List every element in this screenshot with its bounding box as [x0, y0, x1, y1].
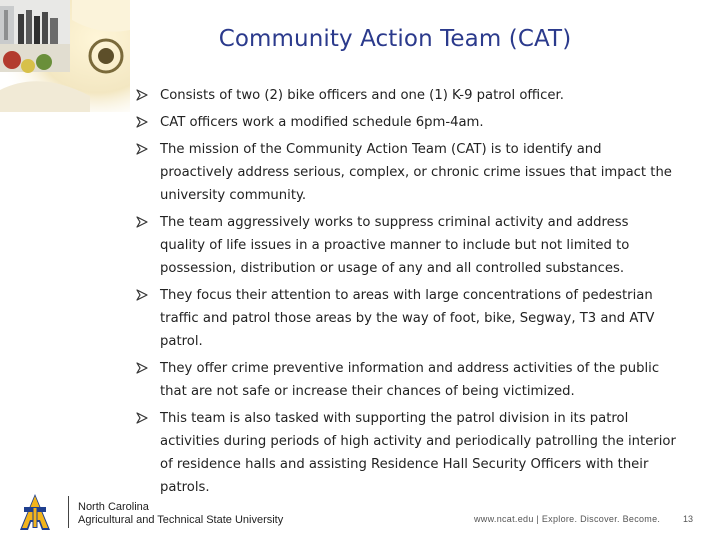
arrowhead-bullet-icon — [136, 412, 148, 424]
slide-title: Community Action Team (CAT) — [218, 26, 572, 52]
bullet-text: The team aggressively works to suppress criminal activity and address quality of life issues in a proactive manner to include but not limited to possession, distribution or usage of any and all controlled substances. — [160, 215, 630, 276]
university-name — [78, 501, 283, 527]
bullet-item — [136, 211, 676, 280]
arrowhead-bullet-icon — [136, 289, 148, 301]
bullet-item — [136, 284, 676, 353]
bullet-item — [136, 407, 676, 499]
bullet-item — [136, 138, 676, 207]
footer-divider — [68, 496, 69, 528]
corner-photo-collage — [0, 0, 130, 112]
arrowhead-bullet-icon — [136, 362, 148, 374]
bullet-text: CAT officers work a modified schedule 6pm-4am. — [160, 115, 484, 130]
university-line-2: Agricultural and Technical State University — [78, 514, 284, 526]
page-number: 13 — [683, 514, 694, 524]
bullet-text: Consists of two (2) bike officers and one (1) K-9 patrol officer. — [160, 88, 564, 103]
bullet-text: The mission of the Community Action Team (CAT) is to identify and proactively address serious, complex, or chronic crime issues that impact the university community. — [160, 142, 672, 203]
arrowhead-bullet-icon — [136, 216, 148, 228]
bullet-list — [136, 84, 676, 503]
aggie-at-logo-icon — [18, 492, 52, 532]
arrowhead-bullet-icon — [136, 116, 148, 128]
bullet-item — [136, 84, 676, 107]
bullet-item — [136, 111, 676, 134]
bullet-text: They offer crime preventive information and address activities of the public that are not safe or increase their chances of being victimized. — [160, 361, 660, 399]
bullet-text: They focus their attention to areas with large concentrations of pedestrian traffic and patrol those areas by the way of foot, bike, Segway, T3 and ATV patrol. — [160, 288, 655, 349]
bullet-text: This team is also tasked with supporting the patrol division in its patrol activities during periods of high activity and periodically patrolling the interior of residence halls and assisting Residence Hall Security Officers with their patrols. — [160, 411, 676, 495]
bullet-item — [136, 357, 676, 403]
arrowhead-bullet-icon — [136, 89, 148, 101]
arrowhead-bullet-icon — [136, 143, 148, 155]
footer-web-tagline: www.ncat.edu | Explore. Discover. Become. — [474, 514, 661, 524]
university-line-1: North Carolina — [78, 501, 149, 513]
